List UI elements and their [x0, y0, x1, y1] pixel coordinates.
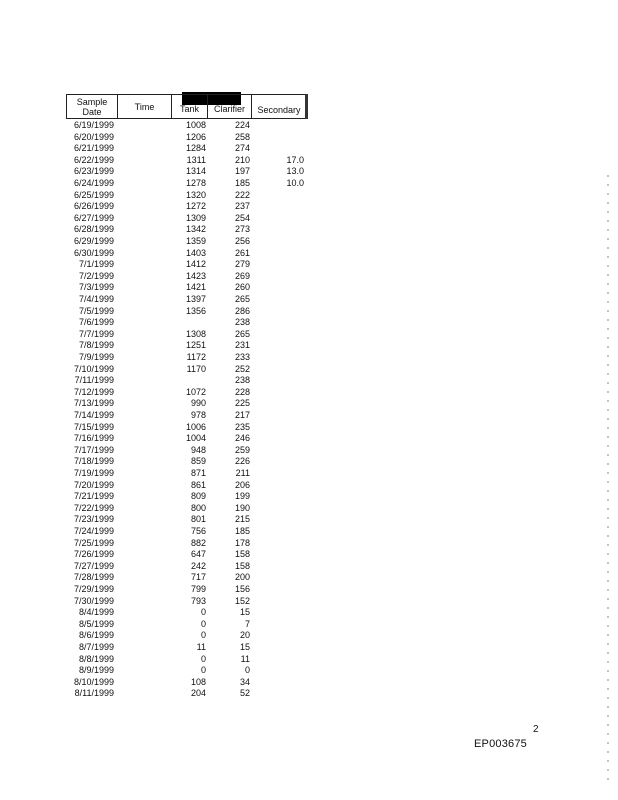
cell-date: 7/15/1999 — [73, 421, 114, 432]
cell-clarifier: 237 — [234, 201, 250, 212]
cell-date: 6/26/1999 — [73, 201, 114, 212]
cell-date: 7/12/1999 — [73, 386, 114, 397]
table-row — [0, 259, 618, 271]
cell-date: 7/22/1999 — [73, 502, 114, 513]
cell-clarifier: 190 — [234, 502, 250, 513]
cell-clarifier: 258 — [234, 131, 250, 142]
cell-tank: 1072 — [185, 386, 206, 397]
cell-date: 7/29/1999 — [73, 584, 114, 594]
cell-clarifier: 158 — [234, 560, 250, 571]
table-row — [0, 213, 618, 225]
cell-date: 8/7/1999 — [78, 642, 114, 652]
cell-date: 7/5/1999 — [78, 305, 114, 316]
cell-clarifier: 252 — [234, 363, 250, 374]
cell-date: 7/23/1999 — [73, 514, 114, 525]
cell-clarifier: 233 — [234, 352, 250, 362]
cell-date: 7/3/1999 — [78, 282, 114, 293]
table-row — [0, 642, 618, 654]
cell-date: 7/4/1999 — [78, 294, 114, 304]
cell-date: 7/28/1999 — [73, 572, 114, 583]
cell-tank: 1206 — [185, 131, 206, 142]
header-secondary: Secondary — [252, 94, 307, 119]
table-row — [0, 398, 618, 410]
table-row — [0, 306, 618, 318]
cell-tank: 1423 — [185, 270, 206, 281]
table-row — [0, 514, 618, 526]
cell-clarifier: 226 — [234, 456, 250, 467]
cell-date: 6/29/1999 — [73, 236, 114, 246]
table-row — [0, 456, 618, 468]
cell-date: 8/8/1999 — [78, 653, 114, 664]
cell-tank: 717 — [190, 572, 206, 583]
cell-tank: 948 — [190, 444, 206, 455]
cell-tank: 1008 — [185, 120, 206, 130]
cell-tank: 793 — [190, 595, 206, 606]
cell-tank: 1342 — [185, 224, 206, 235]
cell-date: 6/20/1999 — [73, 131, 114, 142]
cell-date: 8/11/1999 — [74, 688, 114, 699]
table-row — [0, 526, 618, 538]
cell-clarifier: 260 — [234, 282, 250, 293]
header-sample-date: Sample Date — [66, 94, 118, 119]
cell-date: 8/6/1999 — [78, 630, 114, 641]
cell-tank: 1278 — [185, 178, 206, 188]
table-row — [0, 410, 618, 422]
cell-tank: 1311 — [186, 154, 206, 165]
cell-date: 7/19/1999 — [73, 468, 114, 478]
cell-date: 8/9/1999 — [78, 665, 114, 676]
cell-clarifier: 228 — [234, 386, 250, 397]
cell-clarifier: 238 — [234, 375, 250, 386]
cell-date: 7/14/1999 — [73, 410, 114, 420]
cell-tank: 1403 — [185, 247, 206, 258]
cell-secondary: 13.0 — [286, 166, 304, 177]
table-row — [0, 317, 618, 329]
cell-clarifier: 211 — [235, 468, 250, 478]
cell-clarifier: 274 — [234, 143, 250, 154]
cell-secondary: 10.0 — [286, 178, 304, 188]
cell-date: 6/21/1999 — [73, 143, 114, 154]
cell-clarifier: 20 — [239, 630, 250, 641]
table-row — [0, 248, 618, 260]
table-row — [0, 584, 618, 596]
cell-clarifier: 259 — [234, 444, 250, 455]
cell-date: 7/10/1999 — [73, 363, 114, 374]
cell-clarifier: 200 — [234, 572, 250, 583]
cell-tank: 1359 — [185, 236, 206, 246]
cell-clarifier: 261 — [234, 247, 250, 258]
table-row — [0, 387, 618, 399]
page-number: 2 — [533, 724, 539, 735]
cell-clarifier: 217 — [234, 410, 250, 420]
table-row — [0, 654, 618, 666]
cell-tank: 0 — [200, 665, 206, 676]
cell-date: 7/8/1999 — [78, 340, 114, 351]
table-row — [0, 572, 618, 584]
cell-clarifier: 52 — [239, 688, 250, 699]
cell-tank: 871 — [190, 468, 206, 478]
cell-tank: 809 — [190, 491, 206, 502]
cell-date: 7/9/1999 — [78, 352, 114, 362]
table-row — [0, 596, 618, 608]
cell-tank: 1272 — [185, 201, 206, 212]
cell-tank: 978 — [190, 410, 206, 420]
table-row — [0, 468, 618, 480]
cell-clarifier: 206 — [234, 479, 250, 490]
cell-date: 7/21/1999 — [73, 491, 114, 502]
cell-date: 7/24/1999 — [73, 526, 114, 536]
cell-tank: 1006 — [185, 421, 206, 432]
table-row — [0, 561, 618, 573]
cell-clarifier: 256 — [234, 236, 250, 246]
document-id: EP003675 — [474, 738, 527, 750]
table-row — [0, 236, 618, 248]
table-row — [0, 630, 618, 642]
cell-date: 6/19/1999 — [73, 120, 114, 130]
cell-clarifier: 225 — [234, 398, 250, 409]
table-row — [0, 155, 618, 167]
cell-date: 6/22/1999 — [73, 154, 114, 165]
cell-clarifier: 15 — [239, 607, 250, 618]
cell-date: 7/6/1999 — [78, 317, 114, 328]
cell-tank: 861 — [190, 479, 206, 490]
cell-date: 7/30/1999 — [73, 595, 114, 606]
cell-tank: 756 — [190, 526, 206, 536]
cell-clarifier: 265 — [234, 328, 250, 339]
cell-clarifier: 15 — [239, 642, 250, 652]
table-row — [0, 491, 618, 503]
table-row — [0, 352, 618, 364]
cell-tank: 801 — [190, 514, 206, 525]
cell-date: 7/25/1999 — [73, 537, 114, 548]
header-tank: Tank — [172, 94, 208, 119]
table-row — [0, 132, 618, 144]
cell-clarifier: 222 — [234, 189, 250, 200]
cell-tank: 1251 — [185, 340, 206, 351]
cell-date: 6/25/1999 — [73, 189, 114, 200]
cell-date: 7/26/1999 — [73, 549, 114, 560]
table-row — [0, 619, 618, 631]
cell-clarifier: 7 — [244, 618, 250, 629]
cell-tank: 1356 — [185, 305, 206, 316]
cell-date: 7/20/1999 — [73, 479, 114, 490]
cell-clarifier: 265 — [234, 294, 250, 304]
table-row — [0, 364, 618, 376]
cell-clarifier: 235 — [234, 421, 250, 432]
table-row — [0, 503, 618, 515]
cell-clarifier: 197 — [234, 166, 250, 177]
cell-tank: 882 — [190, 537, 206, 548]
table-row — [0, 201, 618, 213]
cell-tank: 990 — [190, 398, 206, 409]
table-row — [0, 665, 618, 677]
scan-edge-marks — [607, 175, 609, 785]
cell-tank: 1308 — [185, 328, 206, 339]
cell-tank: 0 — [200, 630, 206, 641]
cell-clarifier: 273 — [234, 224, 250, 235]
table-row — [0, 422, 618, 434]
cell-tank: 0 — [200, 607, 206, 618]
table-row — [0, 688, 618, 700]
cell-clarifier: 269 — [234, 270, 250, 281]
cell-secondary: 17.0 — [286, 154, 304, 165]
cell-date: 8/10/1999 — [73, 676, 114, 687]
table-row — [0, 120, 618, 132]
cell-date: 7/2/1999 — [78, 270, 114, 281]
cell-clarifier: 286 — [234, 305, 250, 316]
table-row — [0, 282, 618, 294]
header-clarifier: Clarifier — [208, 94, 252, 119]
cell-clarifier: 224 — [234, 120, 250, 130]
cell-date: 7/1/1999 — [78, 259, 114, 270]
table-row — [0, 677, 618, 689]
cell-tank: 0 — [200, 618, 206, 629]
cell-clarifier: 185 — [234, 178, 250, 188]
cell-tank: 1172 — [186, 352, 206, 362]
cell-clarifier: 34 — [239, 676, 250, 687]
header-shadow — [305, 94, 308, 119]
cell-tank: 1320 — [185, 189, 206, 200]
cell-tank: 1309 — [185, 212, 206, 223]
cell-date: 6/27/1999 — [73, 212, 114, 223]
table-row — [0, 143, 618, 155]
cell-tank: 204 — [190, 688, 206, 699]
cell-tank: 859 — [190, 456, 206, 467]
table-row — [0, 607, 618, 619]
cell-tank: 1284 — [185, 143, 206, 154]
cell-tank: 0 — [200, 653, 206, 664]
cell-date: 6/30/1999 — [73, 247, 114, 258]
cell-tank: 108 — [190, 676, 206, 687]
cell-clarifier: 11 — [240, 653, 250, 664]
cell-clarifier: 215 — [234, 514, 250, 525]
table-row — [0, 480, 618, 492]
cell-clarifier: 158 — [234, 549, 250, 560]
cell-date: 8/4/1999 — [78, 607, 114, 618]
table-row — [0, 340, 618, 352]
cell-clarifier: 254 — [234, 212, 250, 223]
cell-tank: 1314 — [185, 166, 206, 177]
table-row — [0, 224, 618, 236]
table-row — [0, 329, 618, 341]
cell-date: 6/24/1999 — [73, 178, 114, 188]
cell-clarifier: 231 — [234, 340, 250, 351]
cell-date: 7/16/1999 — [73, 433, 114, 444]
cell-date: 7/11/1999 — [74, 375, 114, 386]
table-row — [0, 375, 618, 387]
cell-date: 7/27/1999 — [73, 560, 114, 571]
cell-date: 7/17/1999 — [73, 444, 114, 455]
table-row — [0, 166, 618, 178]
cell-date: 7/18/1999 — [73, 456, 114, 467]
header-time: Time — [118, 94, 172, 119]
cell-tank: 242 — [190, 560, 206, 571]
cell-date: 7/13/1999 — [73, 398, 114, 409]
cell-clarifier: 185 — [234, 526, 250, 536]
cell-date: 8/5/1999 — [78, 618, 114, 629]
cell-date: 6/28/1999 — [73, 224, 114, 235]
cell-clarifier: 279 — [234, 259, 250, 270]
cell-clarifier: 178 — [234, 537, 250, 548]
cell-tank: 1397 — [185, 294, 206, 304]
cell-clarifier: 210 — [234, 154, 250, 165]
table-row — [0, 433, 618, 445]
table-row — [0, 445, 618, 457]
cell-tank: 11 — [196, 642, 206, 652]
cell-tank: 800 — [190, 502, 206, 513]
cell-clarifier: 156 — [234, 584, 250, 594]
cell-tank: 1170 — [186, 363, 206, 374]
table-row — [0, 538, 618, 550]
cell-tank: 1421 — [185, 282, 206, 293]
cell-tank: 799 — [190, 584, 206, 594]
cell-clarifier: 246 — [234, 433, 250, 444]
table-row — [0, 178, 618, 190]
cell-tank: 647 — [190, 549, 206, 560]
cell-tank: 1004 — [185, 433, 206, 444]
table-row — [0, 294, 618, 306]
table-row — [0, 190, 618, 202]
cell-clarifier: 238 — [234, 317, 250, 328]
cell-date: 7/7/1999 — [78, 328, 114, 339]
cell-date: 6/23/1999 — [73, 166, 114, 177]
cell-clarifier: 152 — [234, 595, 250, 606]
cell-clarifier: 199 — [234, 491, 250, 502]
table-row — [0, 271, 618, 283]
cell-tank: 1412 — [185, 259, 206, 270]
table-row — [0, 549, 618, 561]
cell-clarifier: 0 — [244, 665, 250, 676]
